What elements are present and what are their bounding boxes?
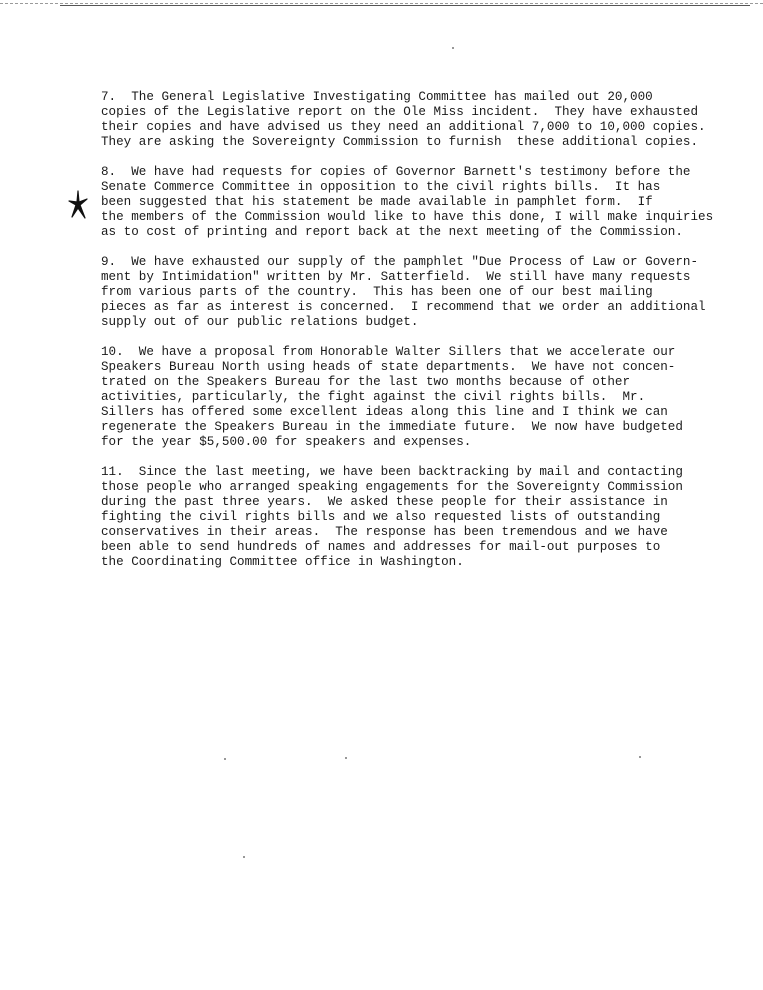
paragraph-line: pieces as far as interest is concerned. I recommend that we order an additional xyxy=(101,300,706,314)
paragraph-9 xyxy=(101,255,741,330)
scan-speck xyxy=(224,758,226,760)
top-dashed-rule xyxy=(0,3,763,4)
paragraph-line: those people who arranged speaking engagements for the Sovereignty Commission xyxy=(101,480,683,494)
paragraph-line: been able to send hundreds of names and addresses for mail-out purposes to xyxy=(101,540,661,554)
paragraph-7 xyxy=(101,90,741,150)
scan-speck xyxy=(345,757,347,759)
paragraph-line: 7. The General Legislative Investigating Committee has mailed out 20,000 xyxy=(101,90,653,104)
paragraph-line: for the year $5,500.00 for speakers and expenses. xyxy=(101,435,472,449)
paragraph-line: Sillers has offered some excellent ideas along this line and I think we can xyxy=(101,405,668,419)
paragraph-line: conservatives in their areas. The response has been tremendous and we have xyxy=(101,525,668,539)
scan-speck xyxy=(452,47,454,49)
paragraph-line: activities, particularly, the fight against the civil rights bills. Mr. xyxy=(101,390,646,404)
paragraph-line: 8. We have had requests for copies of Governor Barnett's testimony before the xyxy=(101,165,691,179)
paragraph-line: during the past three years. We asked these people for their assistance in xyxy=(101,495,668,509)
paragraph-line: the members of the Commission would like to have this done, I will make inquiries xyxy=(101,210,714,224)
paragraph-line: as to cost of printing and report back at the next meeting of the Commission. xyxy=(101,225,683,239)
paragraph-line: 11. Since the last meeting, we have been backtracking by mail and contacting xyxy=(101,465,683,479)
paragraph-line: regenerate the Speakers Bureau in the immediate future. We now have budgeted xyxy=(101,420,683,434)
paragraph-line: 9. We have exhausted our supply of the pamphlet "Due Process of Law or Govern- xyxy=(101,255,699,269)
paragraph-11 xyxy=(101,465,741,570)
paragraph-line: fighting the civil rights bills and we also requested lists of outstanding xyxy=(101,510,661,524)
handwritten-star-icon xyxy=(68,190,88,220)
paragraph-8 xyxy=(101,165,741,240)
paragraph-line: They are asking the Sovereignty Commission to furnish these additional copies. xyxy=(101,135,699,149)
paragraph-10 xyxy=(101,345,741,450)
top-solid-rule xyxy=(60,5,750,6)
paragraph-line: from various parts of the country. This has been one of our best mailing xyxy=(101,285,653,299)
paragraph-line: Senate Commerce Committee in opposition to the civil rights bills. It has xyxy=(101,180,661,194)
paragraph-line: 10. We have a proposal from Honorable Walter Sillers that we accelerate our xyxy=(101,345,676,359)
page-top-edge xyxy=(0,0,763,8)
paragraph-line: Speakers Bureau North using heads of state departments. We have not concen- xyxy=(101,360,676,374)
paragraph-line: supply out of our public relations budget. xyxy=(101,315,419,329)
paragraph-line: trated on the Speakers Bureau for the last two months because of other xyxy=(101,375,631,389)
paragraph-line: the Coordinating Committee office in Washington. xyxy=(101,555,464,569)
paragraph-line: copies of the Legislative report on the Ole Miss incident. They have exhausted xyxy=(101,105,699,119)
paragraph-line: ment by Intimidation" written by Mr. Satterfield. We still have many requests xyxy=(101,270,691,284)
paragraph-line: been suggested that his statement be made available in pamphlet form. If xyxy=(101,195,653,209)
scan-speck xyxy=(639,756,641,758)
paragraph-line: their copies and have advised us they need an additional 7,000 to 10,000 copies. xyxy=(101,120,706,134)
scan-speck xyxy=(243,856,245,858)
